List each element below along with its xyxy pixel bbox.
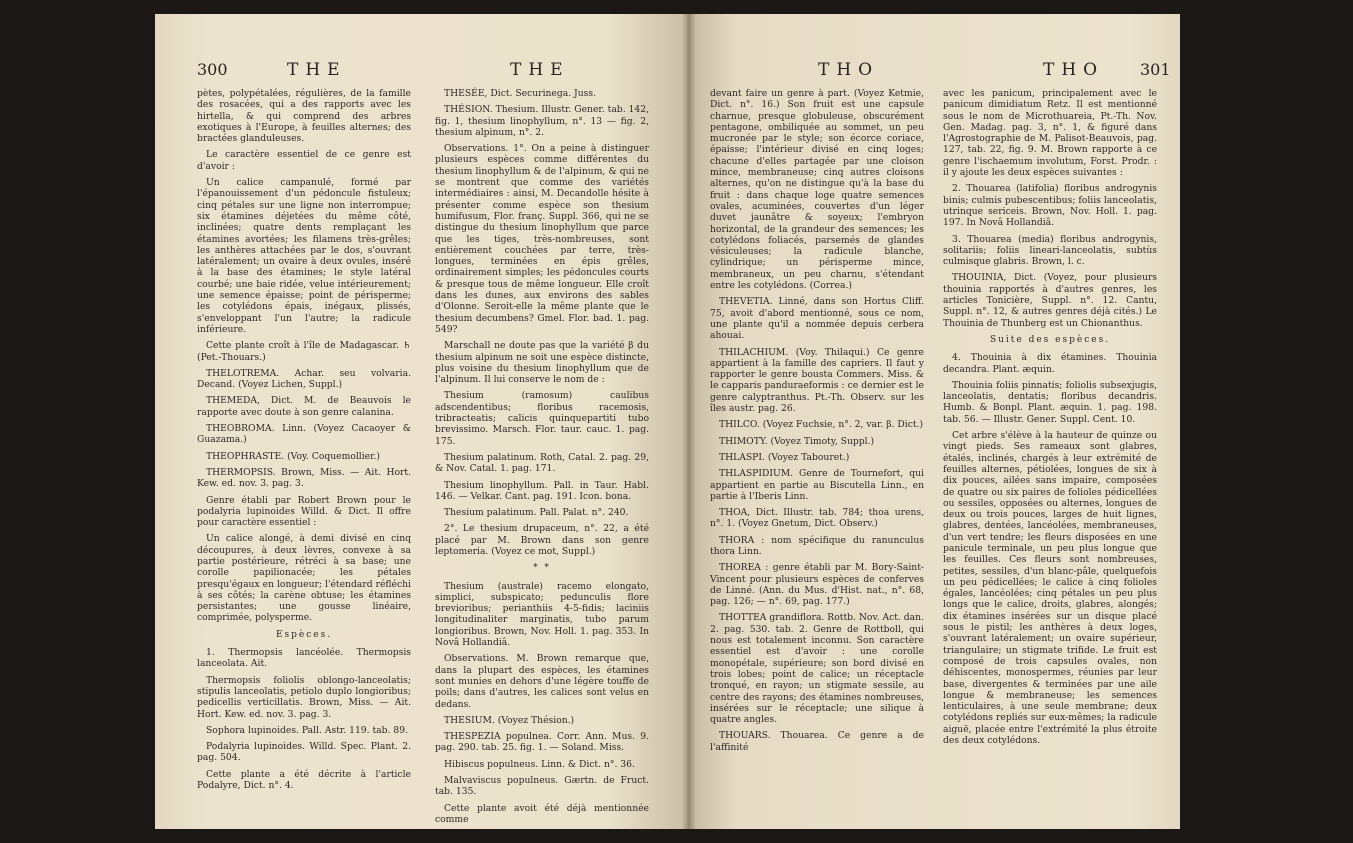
paragraph: THOUARS. Thouarea. Ce genre a de l'affinité [710, 730, 924, 753]
running-header-right-b: THO [1043, 60, 1105, 80]
paragraph: 2. Thouarea (latifolia) floribus androgynis binis; culmis pubescentibus; foliis lanceolatis, utrinque sericeis. Brown, Nov. Holl. 1. pag. 197. In Novâ Hollandiâ. [943, 183, 1157, 229]
paragraph: Sophora lupinoides. Pall. Astr. 119. tab. 89. [206, 724, 408, 736]
paragraph: THLASPI. (Voyez Tabouret.) [719, 451, 850, 463]
paragraph: Marschall ne doute pas que la variété β du thesium alpinum ne soit une espèce distincte, plus voisine du thesium linophyllum que de l'alpinum. Il lui conserve le nom de : [435, 340, 649, 386]
paragraph: Le caractère essentiel de ce genre est d'avoir : [197, 149, 411, 172]
paragraph: Podalyria lupinoides. Willd. Spec. Plant. 2. pag. 504. [197, 741, 411, 764]
paragraph: Thesium linophyllum. Pall. in Taur. Habl. 146. — Velkar. Cant. pag. 191. Icon. bona. [435, 479, 649, 502]
paragraph: THOREA : genre établi par M. Bory-Saint-Vincent pour plusieurs espèces de conferves de Linné. (Ann. du Mus. d'Hist. nat., n°. 68, pag. 126; — n°. 69, pag. 177.) [710, 562, 924, 608]
paragraph: Cette plante croît à l'île de Madagascar. ♄ (Pet.-Thouars.) [197, 340, 411, 363]
running-header-left-b: THE [510, 60, 570, 80]
paragraph: Cet arbre s'élève à la hauteur de quinze ou vingt pieds. Ses rameaux sont glabres, étalés, inclinés, chargés à leur extrémité de feuilles alternes, pétiolées, longues de six à dix pouces, ailées sans impaire, composées de quatre ou six paires de folioles pédicellées ou sessiles, opposées ou alternes, longues de deux ou trois pouces, larges de huit lignes, glabres, dentées, lancéolées, membraneuses, d'un vert tendre; les fleurs disposées en une panicule terminale, un peu plus longue que les feuilles. Ces fleurs sont nombreuses, petites, sessiles, d'un blanc-pâle, quelquefois un peu pédicellées; le calice à cinq folioles égales, lancéolées; cinq pétales un peu plus longs que le calice, droits, glabres, alongés; dix étamines insérées sur un disque placé sous le pistil; les anthères à deux loges, s'ouvrant latéralement; un ovaire supérieur, triangulaire; un stigmate trifide. Le fruit est composé de trois capsules ovales, non déhiscentes, monospermes, réunies par leur base, divergentes & terminées par une aile longue & membraneuse; les semences lenticulaires, à une seule membrane; deux cotylédons repliés sur eux-mêmes; la radicule aiguë, placée entre l'extrémité la plus étroite des deux cotylédons. [943, 430, 1157, 747]
left-page-column-2 [435, 88, 649, 829]
book-gutter [682, 14, 696, 829]
paragraph: avec les panicum, principalement avec le panicum dimidiatum Retz. Il est mentionné sous le nom de Microthuareia, Pt.-Th. Nov. Gen. Madag. pag. 3, n°. 1, & figuré dans l'Agrostographie de M. Palisot-Beauvois, pag. 127, tab. 22, fig. 9. M. Brown rapporte à ce genre l'ischaemum involutum, Forst. Prodr. : il y ajoute les deux espèces suivantes : [943, 88, 1157, 179]
page-number-right: 301 [1140, 60, 1171, 79]
paragraph: THORA : nom spécifique du ranunculus thora Linn. [710, 534, 924, 557]
paragraph: Observations. 1°. On a peine à distinguer plusieurs espèces comme différentes du thesium linophyllum & de l'alpinum, & qui ne se montrent que comme des variétés intermédiaires : ainsi, M. Decandolle hésite à présenter comme espèce son thesium humifusum, Flor. franç. Suppl. 366, qui ne se distingue du thesium linophyllum que parce que les tiges, très-nombreuses, sont entièrement couchées par terre, très-longues, terminées en épis grêles, ordinairement simples; les pédoncules courts & presque tous de même longueur. Elle croît dans les dunes, aux environs des sables d'Olonne. Seroit-elle la même plante que le thesium decumbens? Gmel. Flor. bad. 1. pag. 549? [435, 143, 649, 335]
paragraph: Thesium palatinum. Pall. Palat. n°. 240. [444, 507, 629, 519]
running-header-left-a: THE [287, 60, 347, 80]
paragraph: THILCO. (Voyez Fuchsie, n°. 2, var. β. Dict.) [719, 419, 924, 431]
right-page [688, 14, 1180, 829]
paragraph: Un calice campanulé, formé par l'épanouissement d'un pédoncule fistuleux; cinq pétales sur une ligne non interrompue; six étamines déjetées du même côté, inclinées; quatre dents remplaçant les étamines avortées; les filamens très-grêles; les anthères attachées par le dos, s'ouvrant latéralement; un ovaire à deux ovules, inséré à la base des étamines; le style latéral courbé; une baie ridée, velue intérieurement; une semence épaisse; point de périsperme; les cotylédons épais, inégaux, plissés, s'enveloppant l'un l'autre; la radicule inférieure. [197, 177, 411, 335]
running-header-right-a: THO [818, 60, 880, 80]
paragraph: pètes, polypétalées, régulières, de la famille des rosacées, qui a des rapports avec les hirtella, & qui comprend des arbres exotiques à l'Europe, à feuilles alternes; des bractées glanduleuses. [197, 88, 411, 145]
paragraph: THÉSION. Thesium. Illustr. Gener. tab. 142, fig. 1, thesium linophyllum, n°. 13 — fig. 2, thesium alpinum, n°. 2. [435, 104, 649, 138]
right-page-column-2 [943, 88, 1157, 751]
paragraph: THLASPIDIUM. Genre de Tournefort, qui appartient en partie au Biscutella Linn., en partie à l'Iberis Linn. [710, 468, 924, 502]
paragraph: THEOBROMA. Linn. (Voyez Cacaoyer & Guazama.) [197, 423, 411, 446]
open-book [155, 14, 1180, 829]
paragraph: THIMOTY. (Voyez Timoty, Suppl.) [719, 435, 875, 447]
paragraph: THELOTREMA. Achar. seu volvaria. Decand. (Voyez Lichen, Suppl.) [197, 367, 411, 391]
paragraph: THESÉE, Dict. Securinega. Juss. [444, 88, 597, 99]
paragraph: Hibiscus populneus. Linn. & Dict. n°. 36. [444, 758, 635, 770]
paragraph: 1. Thermopsis lancéolée. Thermopsis lanceolata. Ait. [197, 647, 411, 670]
paragraph: Thesium (ramosum) caulibus adscendentibus; floribus racemosis, tribracteatis; calicis quinquepartiti tubo brevissimo. Marsch. Flor. taur. cauc. 1. pag. 175. [435, 390, 649, 447]
paragraph: THESIUM. (Voyez Thésion.) [444, 714, 575, 726]
paragraph: Thouinia foliis pinnatis; foliolis subsexjugis, lanceolatis, dentatis; floribus decandris. Humb. & Bonpl. Plant. æquin. 1. pag. 198. tab. 56. — Illustr. Gener. Suppl. Cent. 10. [943, 379, 1157, 425]
paragraph: 3. Thouarea (media) floribus androgynis, solitariis; foliis lineari-lanceolatis, subtùs culmisque glabris. Brown, l. c. [943, 233, 1157, 268]
paragraph: THEMEDA, Dict. M. de Beauvois le rapporte avec doute à son genre calanina. [197, 395, 411, 418]
section-heading: Espèces. [275, 629, 333, 640]
paragraph: Thesium (australe) racemo elongato, simplici, subspicato; pedunculis flore brevioribus; perianthiis 4-5-fidis; laciniis longitudinaliter marginatis, tubo parum longioribus. Brown, Nov. Holl. 1. pag. 353. In Novâ Hollandiâ. [435, 580, 649, 649]
left-page-column-1 [197, 88, 411, 796]
section-heading: Suite des espèces. [989, 334, 1111, 345]
paragraph: THERMOPSIS. Brown, Miss. — Ait. Hort. Kew. ed. nov. 3. pag. 3. [197, 466, 411, 490]
paragraph: Cette plante avoit été déjà mentionnée comme [435, 802, 649, 825]
paragraph: THOTTEA grandiflora. Rottb. Nov. Act. dan. 2. pag. 530. tab. 2. Genre de Rottboll, qui nous est totalement inconnu. Son caractère essentiel est d'avoir : une corolle monopétale, supérieure; son bord divisé en trois lobes; point de calice; un réceptacle tronqué, en rayon; un stigmate sessile, au centre des rayons; des étamines nombreuses, insérées sur le réceptacle; une silique à quatre angles. [710, 612, 924, 726]
right-page-column-1 [710, 88, 924, 758]
paragraph: THESPEZIA populnea. Corr. Ann. Mus. 9. pag. 290. tab. 25. fig. 1. — Soland. Miss. [435, 731, 649, 754]
paragraph: 2°. Le thesium drupaceum, n°. 22, a été placé par M. Brown dans son genre leptomeria. (Voyez ce mot, Suppl.) [435, 523, 649, 557]
paragraph: THOUINIA, Dict. (Voyez, pour plusieurs thouinia rapportés à d'autres genres, les articles Tonicière, Suppl. n°. 12. Cantu, Suppl. n°. 12, & autres genres déjà cités.) Le Thouinia de Thunberg est un Chionanthus. [943, 272, 1157, 329]
paragraph: THEOPHRASTE. (Voy. Coquemollier.) [206, 450, 380, 462]
paragraph: THOA, Dict. Illustr. tab. 784; thoa urens, n°. 1. (Voyez Gnetum, Dict. Observ.) [710, 507, 924, 530]
page-number-left: 300 [197, 60, 228, 79]
paragraph: THEVETIA. Linné, dans son Hortus Cliff. 75, avoit d'abord mentionné, sous ce nom, une plante qu'il a nommée depuis cerbera ahouai. [710, 296, 924, 342]
paragraph: devant faire un genre à part. (Voyez Ketmie, Dict. n°. 16.) Son fruit est une capsule charnue, presque globuleuse, obscurément pentagone, ombiliquée au sommet, un peu mucronée par le style; son écorce coriace, épaisse; l'intérieur divisé en cinq loges; chacune d'elles partagée par une cloison mince, membraneuse; cinq autres cloisons alternes, qu'on ne distingue qu'à la base du fruit : dans chaque loge quatre semences ovales, acuminées, couvertes d'un léger duvet jaunâtre & soyeux; l'embryon horizontal, de la grandeur des semences; les cotylédons foliacés, parsemés de glandes vésiculeuses; la radicule blanche, cylindrique; un périsperme mince, membraneux, un peu charnu, s'étendant entre les cotylédons. (Correa.) [710, 88, 924, 292]
paragraph: Observations. M. Brown remarque que, dans la plupart des espèces, les étamines sont munies en dehors d'une légère touffe de poils; dans d'autres, les calices sont velus en dedans. [435, 653, 649, 710]
paragraph: Malvaviscus populneus. Gærtn. de Fruct. tab. 135. [435, 775, 649, 798]
paragraph: Genre établi par Robert Brown pour le podalyria lupinoides Willd. & Dict. Il offre pour caractère essentiel : [197, 494, 411, 529]
paragraph: Cette plante a été décrite à l'article Podalyre, Dict. n°. 4. [197, 768, 411, 792]
paragraph: 4. Thouinia à dix étamines. Thouinia decandra. Plant. æquin. [943, 352, 1157, 375]
section-divider: * * [533, 563, 551, 574]
paragraph: Un calice alongé, à demi divisé en cinq découpures, à deux lèvres, convexe à sa partie postérieure, rétréci à sa base; une corolle papilionacée; les pétales presqu'égaux en longueur; l'étendard réfléchi à ses côtés; la carène obtuse; les étamines persistantes; une gousse linéaire, comprimée, polysperme. [197, 533, 411, 624]
paragraph: Thesium palatinum. Roth, Catal. 2. pag. 29, & Nov. Catal. 1. pag. 171. [435, 451, 649, 475]
paragraph: Thermopsis foliolis oblongo-lanceolatis; stipulis lanceolatis, petiolo duplo longioribus; pedicellis verticillatis. Brown, Miss. — Ait. Hort. Kew. ed. nov. 3. pag. 3. [197, 674, 411, 720]
paragraph: THILACHIUM. (Voy. Thilaqui.) Ce genre appartient à la famille des capriers. Il faut y rapporter le genre bousta Commers. Miss. & le capparis panduraeformis : ce dernier est le genre calyptranthus. Pt.-Th. Observ. sur les îles austr. pag. 26. [710, 346, 924, 415]
left-page [155, 14, 688, 829]
